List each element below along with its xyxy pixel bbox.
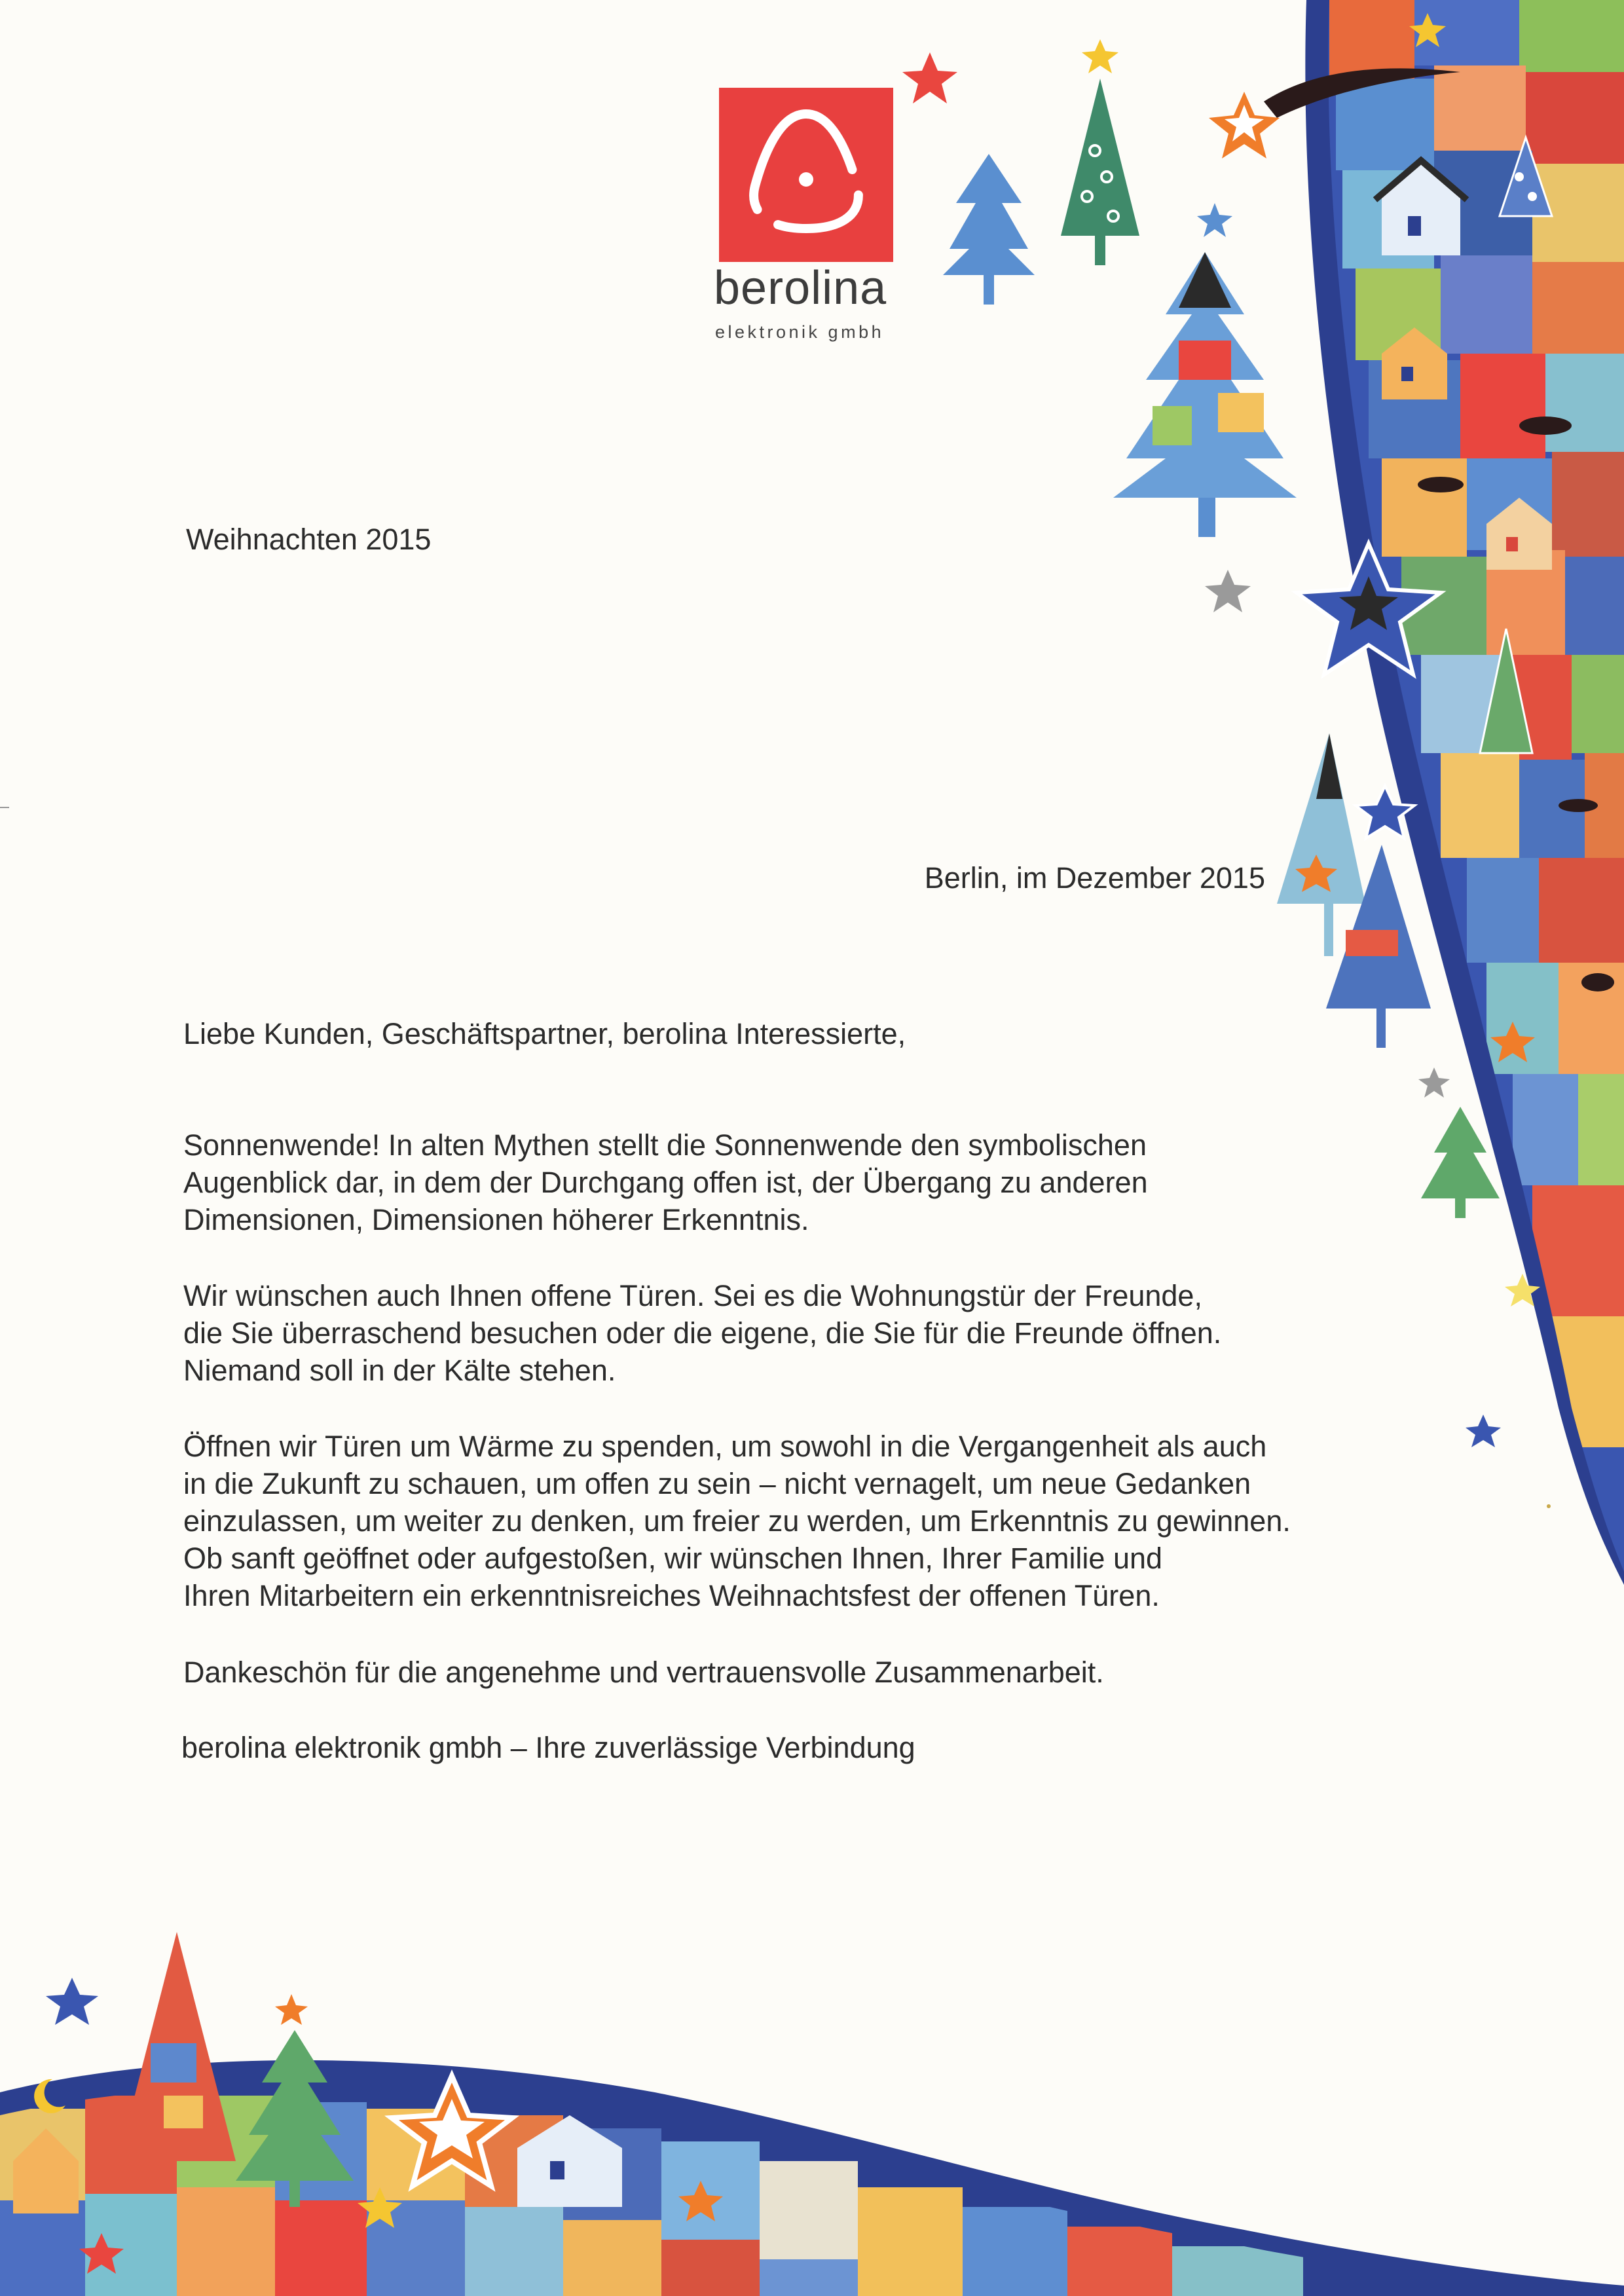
paragraph-line: Niemand soll in der Kälte stehen. (183, 1354, 616, 1387)
right-mosaic-tiles (1329, 0, 1624, 1447)
paragraph-1 (183, 1126, 1148, 1238)
place-and-date: Berlin, im Dezember 2015 (924, 861, 1265, 895)
paragraph-line: Sonnenwende! In alten Mythen stellt die Sonnenwende den symbolischen (183, 1128, 1147, 1162)
paragraph-line: einzulassen, um weiter zu denken, um freier zu werden, um Erkenntnis zu gewinnen. (183, 1504, 1291, 1538)
paragraph-line: Dankeschön für die angenehme und vertrauensvolle Zusammenarbeit. (183, 1656, 1104, 1689)
paragraph-line: Dimensionen, Dimensionen höherer Erkenntnis. (183, 1203, 809, 1236)
paragraph-2 (183, 1277, 1221, 1389)
company-name: berolina (714, 262, 887, 314)
salutation: Liebe Kunden, Geschäftspartner, berolina Interessierte, (183, 1017, 906, 1050)
bottom-mosaic-tiles (0, 2096, 1303, 2296)
paragraph-line: in die Zukunft zu schauen, um offen zu sein – nicht vernagelt, um neue Gedanken (183, 1467, 1251, 1500)
tree-decorations-top (943, 79, 1500, 1218)
letter-heading: Weihnachten 2015 (186, 523, 432, 556)
paragraph-3 (183, 1428, 1291, 1614)
paragraph-4 (183, 1654, 1104, 1691)
paragraph-line: Wir wünschen auch Ihnen offene Türen. Sei es die Wohnungstür der Freunde, (183, 1279, 1202, 1312)
comet-tail (1264, 68, 1460, 118)
closing-line: berolina elektronik gmbh – Ihre zuverlässige Verbindung (181, 1731, 915, 1764)
paragraph-line: Augenblick dar, in dem der Durchgang offen ist, der Übergang zu anderen (183, 1166, 1148, 1199)
paragraph-line: die Sie überraschend besuchen oder die eigene, die Sie für die Freunde öffnen. (183, 1316, 1222, 1350)
paragraph-line: Ob sanft geöffnet oder aufgestoßen, wir wünschen Ihnen, Ihrer Familie und (183, 1542, 1163, 1575)
paragraph-line: Öffnen wir Türen um Wärme zu spenden, um sowohl in die Vergangenheit als auch (183, 1430, 1267, 1463)
company-logo (719, 88, 893, 262)
right-border-band (1305, 0, 1624, 1585)
bottom-border-band (0, 2060, 1624, 2296)
paragraph-line: Ihren Mitarbeitern ein erkenntnisreiches Weihnachtsfest der offenen Türen. (183, 1579, 1160, 1612)
logo-mark-icon (719, 88, 893, 262)
tree-decorations-bottom (118, 1932, 354, 2207)
company-subtitle: elektronik gmbh (715, 322, 885, 342)
